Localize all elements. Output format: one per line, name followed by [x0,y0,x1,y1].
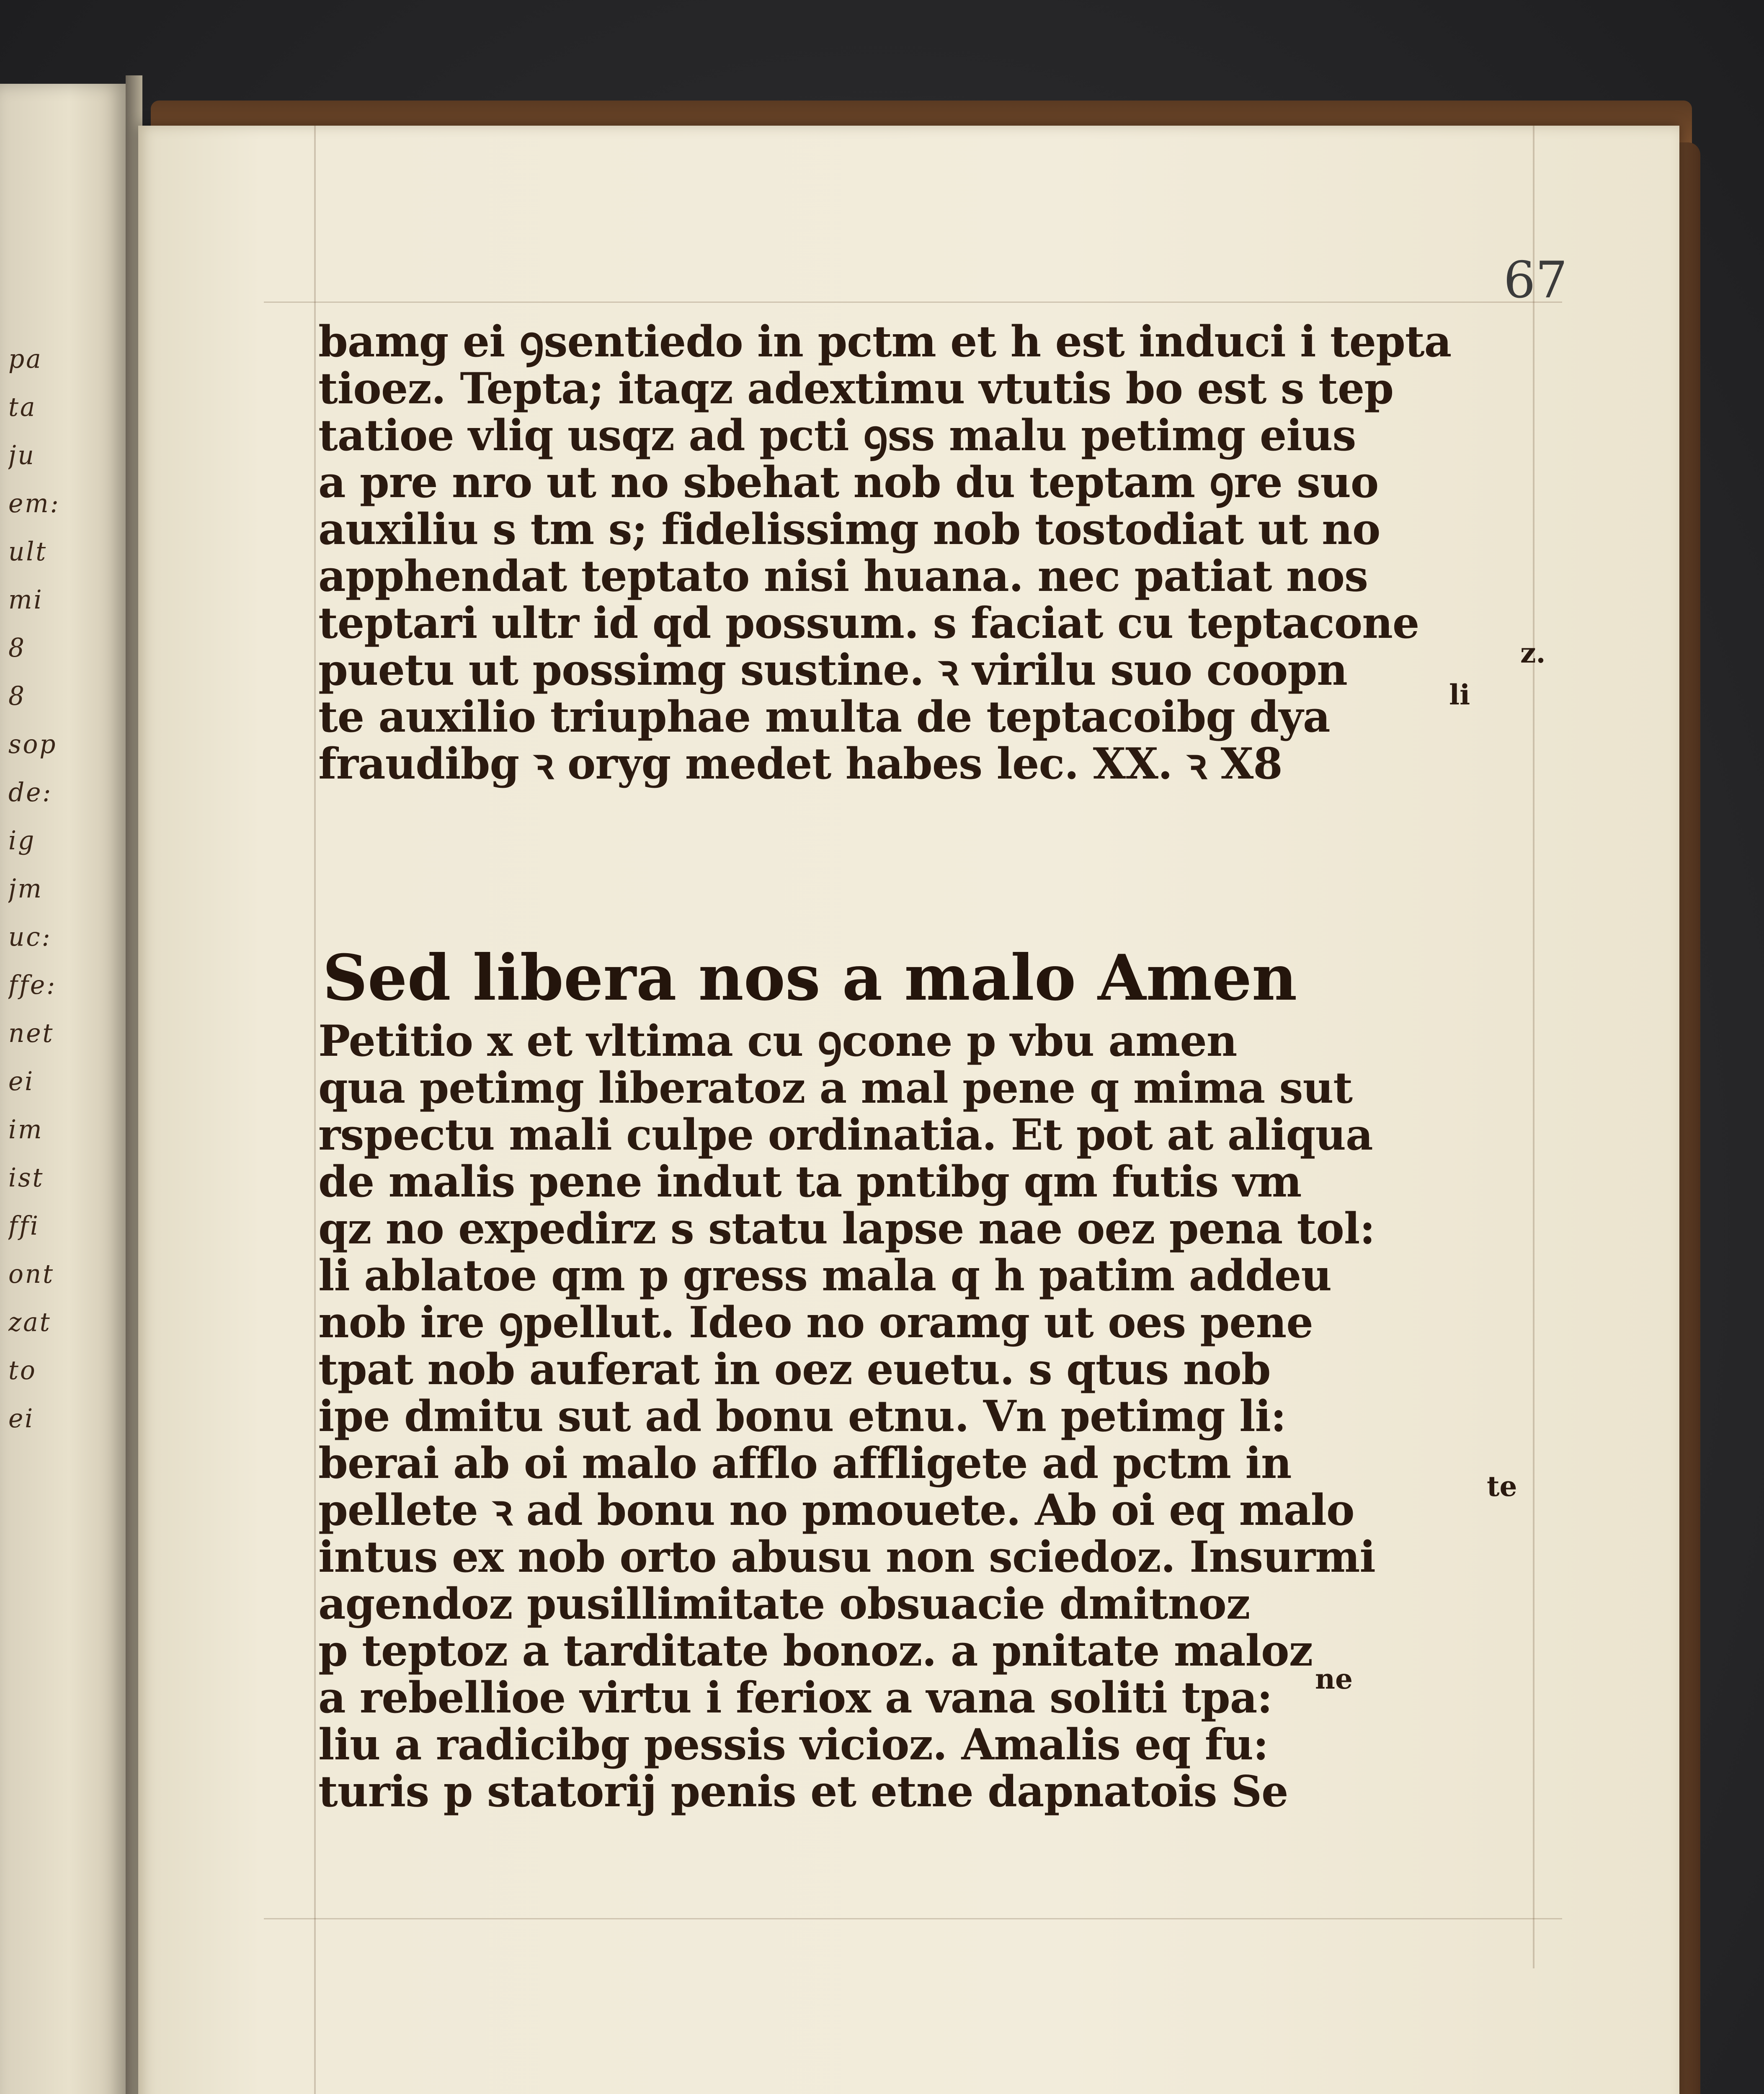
lower-text-block [318,942,1533,1815]
manuscript-line: tatioe vliq usqz ad pcti ꝯss malu petimg eius [318,410,1356,461]
manuscript-line: puetu ut possimg sustine. ꝛ virilu suo coopn [318,645,1347,695]
manuscript-line: agendoz pusillimitate obsuacie dmitnoz [318,1579,1250,1629]
manuscript-line: li ablatoe qm p gress mala q h patim addeu [318,1251,1332,1301]
left-fragment: 8 [8,681,26,711]
left-facing-page [0,84,127,2094]
left-fragment: ont [8,1258,54,1289]
left-fragment: ist [8,1162,44,1193]
manuscript-line: auxiliu s tm s; fidelissimg nob tostodiat ut no [318,504,1380,554]
left-fragment: ult [8,536,48,567]
manuscript-line: teptari ultr id qd possum. s faciat cu teptacone [318,598,1419,648]
interlinear-addition: ne [1315,1663,1353,1695]
left-page-text-fragments [8,343,121,1434]
upper-text-block [318,317,1546,789]
manuscript-line: de malis pene indut ta pntibg qm futis vm [318,1157,1302,1207]
left-fragment: ffi [8,1210,40,1241]
manuscript-line: bamg ei ꝯsentiedo in pctm et h est induci i tepta [318,317,1452,367]
section-heading: Sed libera nos a malo Amen [322,941,1297,1015]
manuscript-line: nob ire ꝯpellut. Ideo no oramg ut oes pene [318,1297,1313,1348]
left-fragment: mi [8,584,44,615]
manuscript-line: qua petimg liberatoz a mal pene q mima sut [318,1063,1353,1113]
ruling-line [1533,126,1534,1968]
left-fragment: ig [8,825,36,856]
manuscript-line: turis p statorij penis et etne dapnatois Se [318,1766,1288,1817]
left-fragment: pa [8,343,43,374]
manuscript-line: te auxilio triuphae multa de teptacoibg dya [318,692,1330,742]
manuscript-line: qz no expedirz s statu lapse nae oez pena tol: [318,1204,1375,1254]
manuscript-line: apphendat teptato nisi huana. nec patiat nos [318,551,1368,601]
interlinear-addition: te [1487,1470,1517,1503]
manuscript-line: pellete ꝛ ad bonu no pmouete. Ab oi eq malo [318,1485,1354,1535]
left-fragment: jm [8,873,43,904]
left-fragment: 8 [8,632,26,663]
manuscript-line: p teptoz a tarditate bonoz. a pnitate maloz [318,1626,1313,1676]
left-fragment: net [8,1018,54,1048]
interlinear-addition: li [1449,678,1470,711]
left-fragment: ei [8,1403,35,1434]
folio-number: 67 [1504,251,1568,309]
manuscript-line: berai ab oi malo afflo affligete ad pctm in [318,1438,1292,1488]
manuscript-line: intus ex nob orto abusu non sciedoz. Insurmi [318,1532,1375,1582]
manuscript-line: tpat nob auferat in oez euetu. s qtus nob [318,1344,1271,1395]
left-fragment: ei [8,1066,35,1096]
left-fragment: ta [8,392,37,422]
left-fragment: uc: [8,921,52,952]
manuscript-line: a pre nro ut no sbehat nob du teptam ꝯre suo [318,457,1379,508]
interlinear-addition: z. [1520,637,1546,669]
manuscript-line: ipe dmitu sut ad bonu etnu. Vn petimg li: [318,1391,1286,1442]
manuscript-line: a rebellioe virtu i feriox a vana soliti tpa: [318,1673,1272,1723]
ruling-line [264,1918,1562,1919]
ruling-line [264,302,1562,303]
left-fragment: ju [8,440,36,470]
left-fragment: to [8,1355,37,1385]
left-fragment: ffe: [8,970,57,1000]
ruling-line [314,126,316,2094]
manuscript-line: Petitio x et vltima cu ꝯcone p vbu amen [318,1016,1237,1066]
manuscript-line: tioez. Tepta; itaqz adextimu vtutis bo est s tep [318,364,1394,414]
manuscript-line: fraudibg ꝛ oryg medet habes lec. XX. ꝛ X8 [318,739,1282,789]
left-fragment: sop [8,729,57,759]
manuscript-line: liu a radicibg pessis vicioz. Amalis eq fu: [318,1720,1269,1770]
left-fragment: de: [8,777,53,807]
manuscript-folio [138,126,1679,2094]
left-fragment: zat [8,1307,52,1337]
left-fragment: im [8,1114,44,1145]
left-fragment: em: [8,488,60,518]
manuscript-line: rspectu mali culpe ordinatia. Et pot at aliqua [318,1110,1373,1160]
